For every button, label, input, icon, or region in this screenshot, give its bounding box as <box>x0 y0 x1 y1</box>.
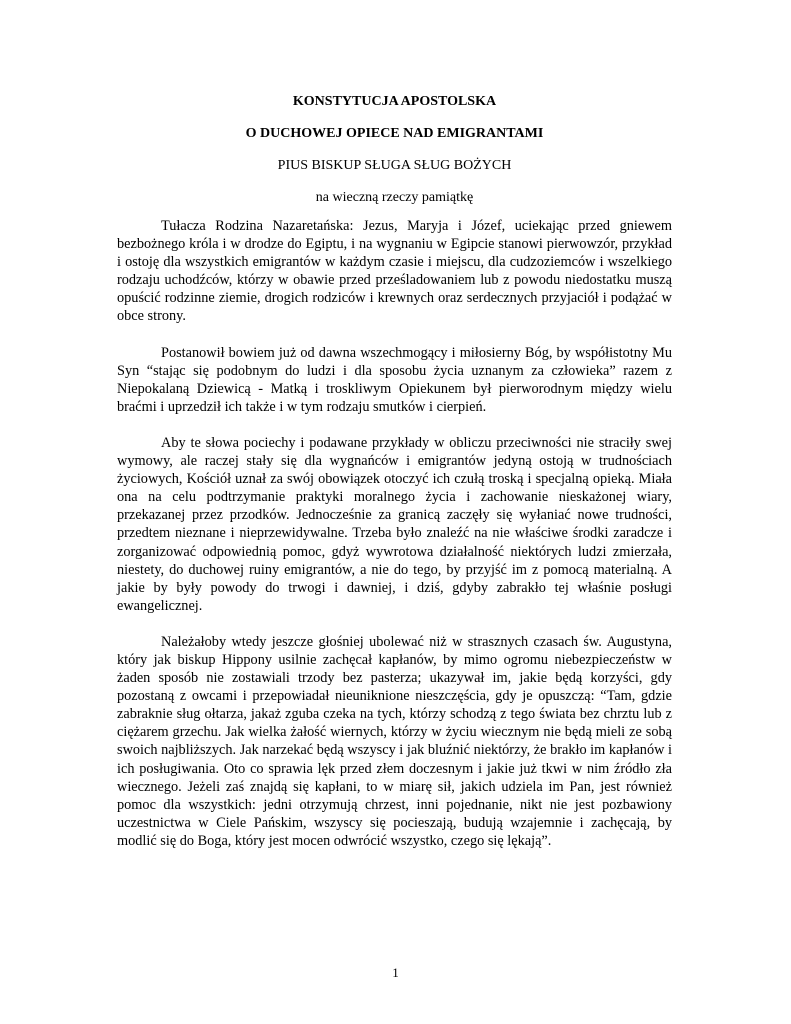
body-paragraph: Postanowił bowiem już od dawna wszechmogący i miłosierny Bóg, by współistotny Mu Syn “stając się podobnym do ludzi i dla sposobu życia uznanym za człowieka” razem z Niepokalaną Dziewicą - Matką i troskliwym Opiekunem był pierworodnym między wielu braćmi i uprzedził ich także i w tym rodzaju smutków i cierpień. <box>117 344 672 415</box>
author-line: PIUS BISKUP SŁUGA SŁUG BOŻYCH <box>277 158 512 173</box>
page-number: 1 <box>392 965 399 980</box>
body-paragraph: Aby te słowa pociechy i podawane przykłady w obliczu przeciwności nie straciły swej wymowy, ale raczej stały się dla wygnańców i emigrantów jedyną ostoją w trudnościach życiowych, Kościół uznał za swój obowiązek otoczyć ich czułą troską i specjalną opieką. Miała ona na celu podtrzymanie praktyki moralnego życia i zachowanie nieskażonej wiary, przekazanej przez przodków. Jednocześnie za granicą zaczęły się wyłaniać nowe trudności, przedtem nieznane i nieprzewidywalne. Trzeba było znaleźć na nie właściwe środki zaradcze i zorganizować odpowiednią pomoc, gdyż wywrotowa działalność niektórych ludzi zmierzała, niestety, do duchowej ruiny emigrantów, a nie do tego, by przyjść im z pomocą materialną. A jakie by były powody do trwogi i dawniej, i dziś, gdyby zabrakło tej właśnie posługi ewangelicznej. <box>117 434 672 614</box>
body-paragraph: Tułacza Rodzina Nazaretańska: Jezus, Maryja i Józef, uciekając przed gniewem bezbożnego króla i w drodze do Egiptu, i na wygnaniu w Egipcie stanowi pierwowzór, przykład i ostoję dla wszystkich emigrantów w każdym czasie i miejscu, dla cudzoziemców i wszelkiego rodzaju uchodźców, którzy w obawie przed prześladowaniem lub z powodu niedostatku muszą opuścić rodzinne ziemie, drogich rodziców i krewnych oraz serdecznych przyjaciół i podążać w obce strony. <box>117 218 672 325</box>
document-page <box>117 93 672 850</box>
body-paragraph: Należałoby wtedy jeszcze głośniej ubolewać niż w strasznych czasach św. Augustyna, który jak biskup Hippony usilnie zachęcał kapłanów, by mimo ogromu niebezpieczeństw w żaden sposób nie zostawiali trzody bez pasterza; ukazywał im, jakie będą korzyści, gdy pozostaną z owcami i przepowiadał nieuniknione nieszczęścia, gdy je opuszczą: “Tam, gdzie zabraknie sług ołtarza, jakaż zguba czeka na tych, którzy schodzą z tego świata bez chrztu lub z ciężarem grzechu. Jak wielka żałość wiernych, którzy w życiu wiecznym nie będą mieli ze sobą swoich najbliższych. Jak narzekać będą wszyscy i jak bluźnić niektórzy, że brakło im kapłanów i ich posługiwania. Oto co sprawia lęk przed złem doczesnym i jakie już tkwi w nim źródło zła wiecznego. Jeżeli zaś znajdą się kapłani, to w miarę sił, jakich udziela im Pan, jest również pomoc dla wszystkich: jedni otrzymują chrzest, inni pojednanie, nikt nie jest pozbawiony uczestnictwa w Ciele Pańskim, wszyscy się pocieszają, budują wzajemnie i zachęcają, by modlić się do Boga, który jest mocen odwrócić wszystko, czego się lękają”. <box>117 633 672 849</box>
document-subtitle: O DUCHOWEJ OPIECE NAD EMIGRANTAMI <box>245 126 544 141</box>
document-title: KONSTYTUCJA APOSTOLSKA <box>292 94 497 109</box>
dedication-line: na wieczną rzeczy pamiątkę <box>315 190 474 205</box>
